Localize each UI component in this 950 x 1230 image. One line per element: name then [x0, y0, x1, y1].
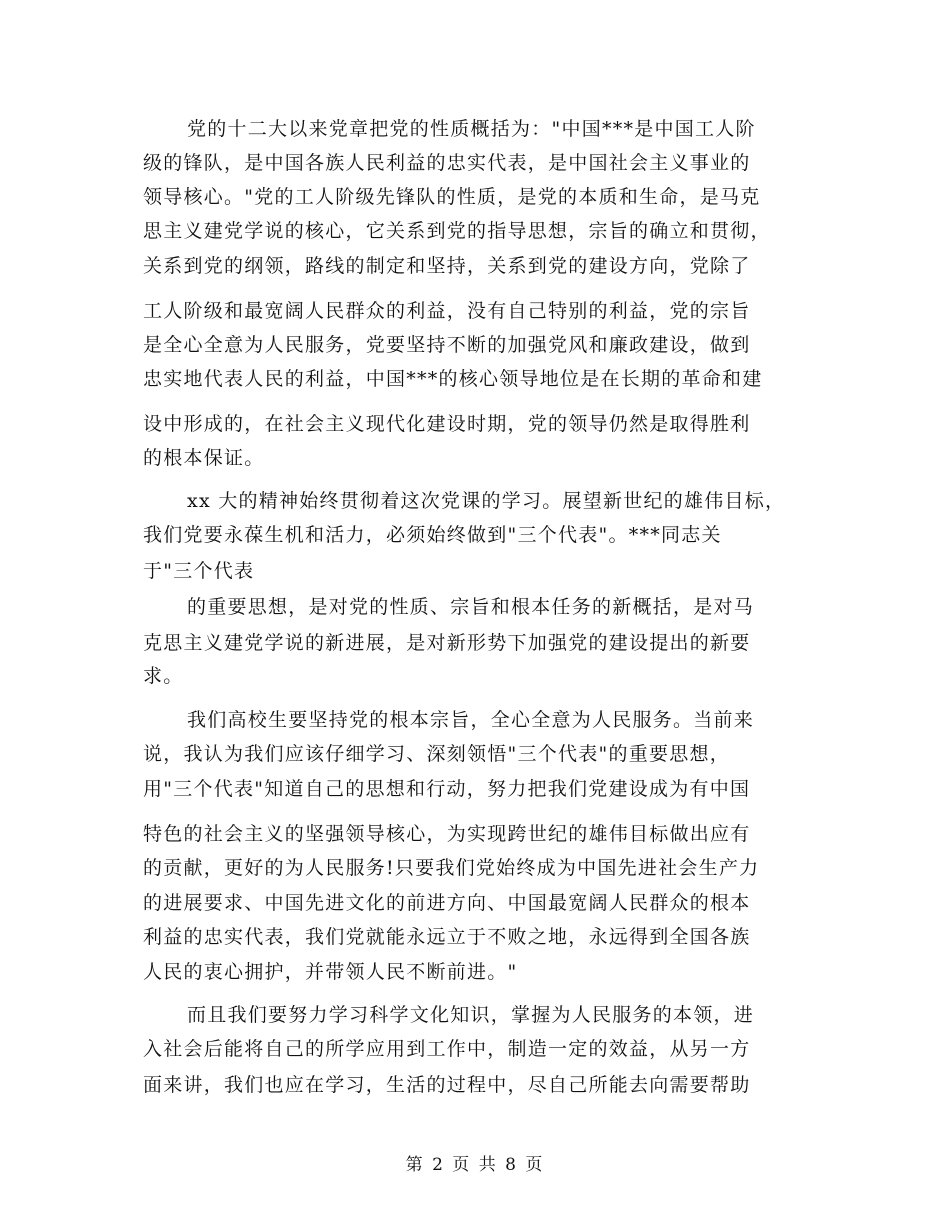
text-line: 求。 — [143, 665, 184, 687]
text-line: 是全心全意为人民服务，党要坚持不断的加强党风和廉政建设，做到 — [143, 334, 751, 356]
text-line: 级的锋队，是中国各族人民利益的忠实代表，是中国社会主义事业的 — [143, 152, 751, 174]
text-line: 关系到党的纲领，路线的制定和坚持，关系到党的建设方向，党除了 — [143, 255, 751, 277]
text-line: 于"三个代表 — [143, 560, 255, 582]
text-line: 说，我认为我们应该仔细学习、深刻领悟"三个代表"的重要思想， — [143, 743, 730, 765]
text-line: 而且我们要努力学习科学文化知识，掌握为人民服务的本领，进 — [187, 1004, 755, 1026]
text-line: 党的十二大以来党章把党的性质概括为："中国***是中国工人阶 — [187, 118, 756, 140]
text-line: 利益的忠实代表，我们党就能永远立于不败之地，永远得到全国各族 — [143, 926, 751, 948]
text-line: 用"三个代表"知道自己的思想和行动，努力把我们党建设成为有中国 — [143, 778, 751, 800]
text-line: 面来讲，我们也应在学习，生活的过程中，尽自己所能去向需要帮助 — [143, 1074, 751, 1096]
page-number-footer: 第 2 页 共 8 页 — [405, 1155, 545, 1175]
text-line: 思主义建党学说的核心，它关系到党的指导思想，宗旨的确立和贯彻， — [143, 220, 771, 242]
text-line: 的根本保证。 — [143, 447, 265, 469]
text-line: 我们高校生要坚持党的根本宗旨，全心全意为人民服务。当前来 — [187, 709, 755, 731]
text-line: 特色的社会主义的坚强领导核心，为实现跨世纪的雄伟目标做出应有 — [143, 823, 751, 845]
text-line: 工人阶级和最宽阔人民群众的利益，没有自己特别的利益，党的宗旨 — [143, 300, 751, 322]
text-line: 克思主义建党学说的新进展，是对新形势下加强党的建设提出的新要 — [143, 632, 751, 654]
text-line: 的贡献，更好的为人民服务!只要我们党始终成为中国先进社会生产力 — [143, 857, 760, 879]
text-line: 设中形成的，在社会主义现代化建设时期，党的领导仍然是取得胜利 — [143, 413, 751, 435]
text-line: 的进展要求、中国先进文化的前进方向、中国最宽阔人民群众的根本 — [143, 892, 751, 914]
text-line: 人民的衷心拥护，并带领人民不断前进。" — [143, 961, 518, 983]
text-line: 我们党要永葆生机和活力，必须始终做到"三个代表"。***同志关 — [143, 524, 722, 546]
text-line: 入社会后能将自己的所学应用到工作中，制造一定的效益，从另一方 — [143, 1038, 751, 1060]
text-line: xx 大的精神始终贯彻着这次党课的学习。展望新世纪的雄伟目标， — [187, 490, 786, 512]
text-line: 的重要思想，是对党的性质、宗旨和根本任务的新概括，是对马 — [187, 596, 755, 618]
text-line: 领导核心。"党的工人阶级先锋队的性质，是党的本质和生命，是马克 — [143, 186, 761, 208]
text-line: 忠实地代表人民的利益，中国***的核心领导地位是在长期的革命和建 — [143, 368, 763, 390]
